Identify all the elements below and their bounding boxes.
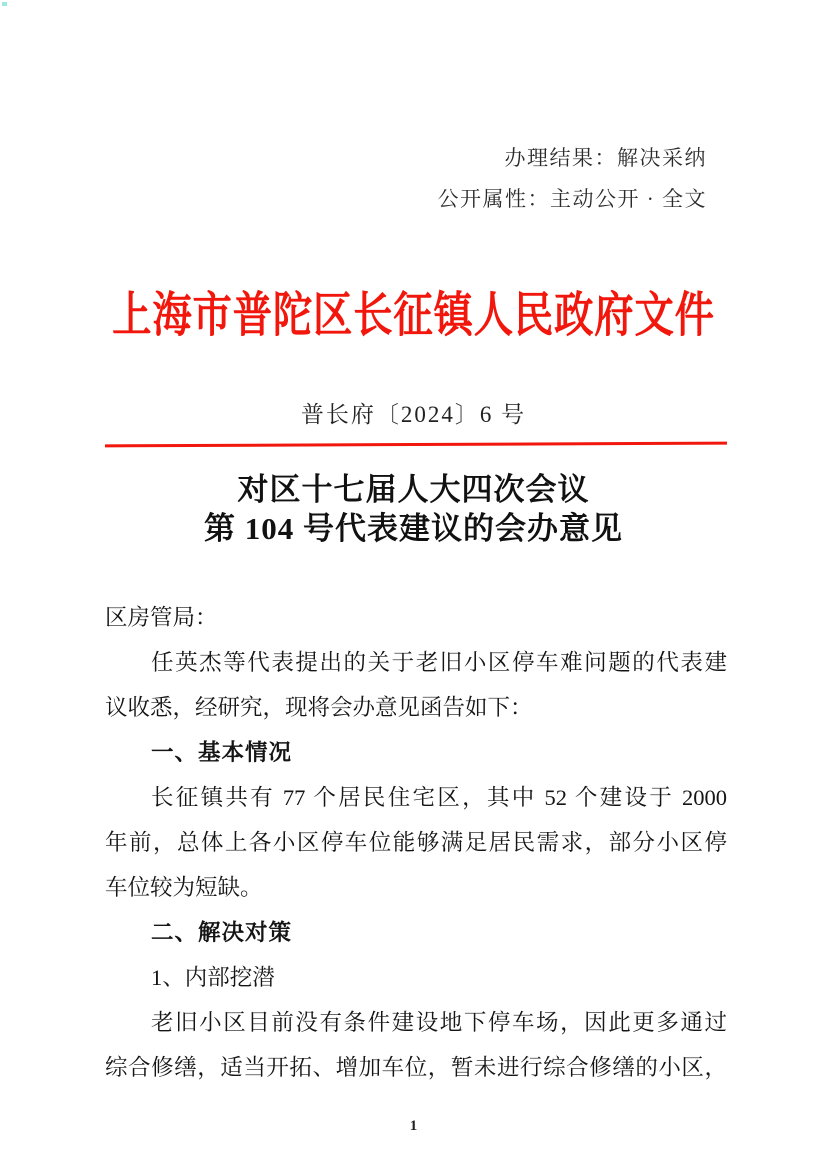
paragraph-line: 年前，总体上各小区停车位能够满足居民需求，部分小区停: [105, 830, 727, 855]
masthead-divider-rule: [105, 442, 727, 448]
paragraph-line: 综合修缮，适当开拓、增加车位，暂未进行综合修缮的小区，: [105, 1055, 727, 1080]
document-title-line-2: 第 104 号代表建议的会办意见: [204, 511, 623, 546]
salutation-line: 区房管局：: [105, 605, 218, 630]
document-meta: [438, 138, 708, 220]
section-heading-basic-situation: 一、基本情况: [151, 740, 293, 765]
scan-artifact: [2, 2, 7, 6]
agency-masthead-title: 上海市普陀区长征镇人民政府文件: [112, 289, 715, 342]
processing-result-label: 办理结果：解决采纳: [504, 146, 707, 170]
paragraph-line: 车位较为短缺。: [105, 875, 263, 900]
document-title: [0, 470, 827, 548]
paragraph-line: 长征镇共有 77 个居民住宅区，其中 52 个建设于 2000: [151, 785, 727, 810]
paragraph-line: 老旧小区目前没有条件建设地下停车场，因此更多通过: [151, 1010, 727, 1035]
document-title-line-1: 对区十七届人大四次会议: [237, 472, 590, 507]
section-heading-solutions: 二、解决对策: [151, 920, 293, 945]
paragraph-line: 任英杰等代表提出的关于老旧小区停车难问题的代表建: [151, 650, 727, 675]
subsection-heading-internal-potential: 1、内部挖潜: [151, 965, 275, 990]
page-number: 1: [409, 1118, 418, 1134]
document-number: 普长府〔2024〕6 号: [300, 402, 527, 427]
masthead: [0, 276, 827, 345]
publicity-attribute-label: 公开属性：主动公开 · 全文: [437, 187, 707, 211]
document-body: [105, 595, 727, 1090]
paragraph-line: 议收悉，经研究，现将会办意见函告如下：: [105, 695, 533, 720]
